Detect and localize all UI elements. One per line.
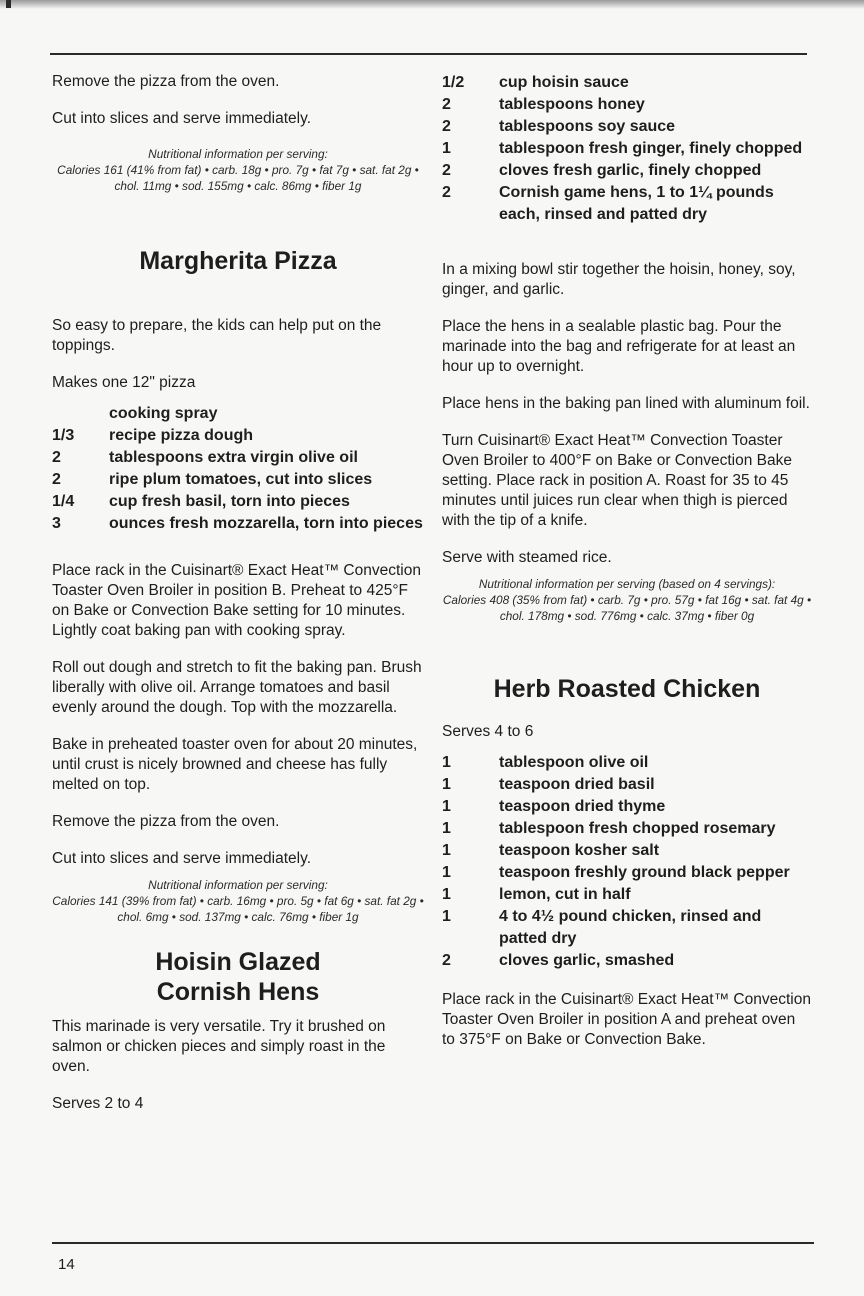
ingredient-item: 1 teaspoon kosher salt: [442, 842, 660, 859]
recipe-title-hoisin-line1: Hoisin Glazed: [155, 948, 321, 976]
step-paragraph: Place rack in the Cuisinart® Exact Heat™ Convection Toaster Oven Broiler in position A and preheat oven to 375°F on Bake or Convection Bake.: [442, 991, 811, 1048]
step-remove-pizza: Remove the pizza from the oven.: [52, 73, 280, 90]
nutrition-text: Calories 141 (39% from fat) • carb. 16mg • pro. 5g • fat 6g • sat. fat 2g • chol. 6mg • sod. 137mg • calc. 76mg • fiber 1g: [52, 894, 424, 924]
recipe-yield: Serves 2 to 4: [52, 1095, 144, 1112]
ingredient-list: [442, 752, 812, 972]
ingredient-item: 1 4 to 4½ pound chicken, rinsed and patted dry: [442, 908, 762, 947]
ingredient-item: 1 tablespoon olive oil: [442, 754, 649, 771]
ingredient-item: 1 tablespoon fresh ginger, finely chopped: [442, 140, 803, 157]
recipe-yield: Serves 4 to 6: [442, 723, 534, 740]
ingredient-list: [52, 403, 424, 535]
left-column: [52, 72, 424, 1131]
ingredient-item: cooking spray: [109, 405, 218, 422]
top-rule: [50, 53, 807, 55]
step-paragraph: Place hens in the baking pan lined with aluminum foil.: [442, 395, 810, 412]
nutrition-heading: Nutritional information per serving:: [148, 878, 328, 892]
right-column: [442, 72, 812, 1067]
step-paragraph: Serve with steamed rice.: [442, 549, 612, 566]
ingredient-item: 2 tablespoons extra virgin olive oil: [52, 449, 358, 466]
recipe-title-margherita: Margherita Pizza: [139, 247, 337, 275]
step-paragraph: Remove the pizza from the oven.: [52, 813, 280, 830]
nutrition-info: [52, 877, 424, 925]
ingredient-item: 2 ripe plum tomatoes, cut into slices: [52, 471, 373, 488]
step-paragraph: Bake in preheated toaster oven for about 20 minutes, until crust is nicely browned and cheese has fully melted on top.: [52, 736, 418, 793]
ingredient-list: [442, 72, 812, 226]
step-paragraph: Place rack in the Cuisinart® Exact Heat™ Convection Toaster Oven Broiler in position B. Preheat to 425°F on Bake or Convection Bake setting for 10 minutes. Lightly coat baking pan with cooking spray.: [52, 562, 421, 639]
step-paragraph: Place the hens in a sealable plastic bag. Pour the marinade into the bag and refrigerate for at least an hour up to overnight.: [442, 318, 796, 375]
step-paragraph: In a mixing bowl stir together the hoisin, honey, soy, ginger, and garlic.: [442, 261, 796, 298]
nutrition-text: Calories 408 (35% from fat) • carb. 7g • pro. 57g • fat 16g • sat. fat 4g • chol. 178mg • sod. 776mg • calc. 37mg • fiber 0g: [442, 593, 812, 623]
ingredient-item: 1 lemon, cut in half: [442, 886, 631, 903]
bottom-rule: [52, 1242, 814, 1244]
ingredient-item: 2 cloves garlic, smashed: [442, 952, 675, 969]
ingredient-item: 1 tablespoon fresh chopped rosemary: [442, 820, 776, 837]
ingredient-item: 2 tablespoons soy sauce: [442, 118, 676, 135]
nutrition-heading: Nutritional information per serving (based on 4 servings):: [478, 577, 776, 591]
ingredient-item: 3 ounces fresh mozzarella, torn into pieces: [52, 515, 423, 532]
nutrition-info: [442, 576, 812, 624]
step-cut-slices: Cut into slices and serve immediately.: [52, 110, 312, 127]
ingredient-item: 1/4 cup fresh basil, torn into pieces: [52, 493, 350, 510]
nutrition-text: Calories 161 (41% from fat) • carb. 18g • pro. 7g • fat 7g • sat. fat 2g • chol. 11mg • sod. 155mg • calc. 86mg • fiber 1g: [57, 163, 419, 193]
nutrition-info: [52, 146, 424, 194]
recipe-title-hoisin-line2: Cornish Hens: [156, 978, 320, 1006]
ingredient-item: 2 tablespoons honey: [442, 96, 645, 113]
ingredient-item: 1/3 recipe pizza dough: [52, 427, 254, 444]
scan-edge: [0, 0, 864, 9]
ingredient-item: 2 cloves fresh garlic, finely chopped: [442, 162, 762, 179]
page-number: 14: [58, 1256, 75, 1273]
ingredient-item: 1 teaspoon dried thyme: [442, 798, 666, 815]
step-paragraph: Cut into slices and serve immediately.: [52, 850, 312, 867]
ingredient-item: 2 Cornish game hens, 1 to 1¼ pounds each, rinsed and patted dry: [442, 184, 774, 223]
nutrition-heading: Nutritional information per serving:: [148, 147, 328, 161]
recipe-title-herb-chicken: Herb Roasted Chicken: [493, 675, 761, 703]
recipe-description: This marinade is very versatile. Try it brushed on salmon or chicken pieces and simply roast in the oven.: [52, 1018, 386, 1075]
recipe-description: So easy to prepare, the kids can help put on the toppings.: [52, 317, 382, 354]
ingredient-item: 1/2 cup hoisin sauce: [442, 74, 629, 91]
step-paragraph: Roll out dough and stretch to fit the baking pan. Brush liberally with olive oil. Arrange tomatoes and basil evenly around the dough. Top with the mozzarella.: [52, 659, 422, 716]
recipe-yield: Makes one 12" pizza: [52, 374, 196, 391]
step-paragraph: Turn Cuisinart® Exact Heat™ Convection Toaster Oven Broiler to 400°F on Bake or Convection Bake setting. Place rack in position A. Roast for 35 to 45 minutes until juices run clear when thigh is pierced with the tip of a knife.: [442, 432, 792, 529]
ingredient-item: 1 teaspoon freshly ground black pepper: [442, 864, 790, 881]
ingredient-item: 1 teaspoon dried basil: [442, 776, 655, 793]
